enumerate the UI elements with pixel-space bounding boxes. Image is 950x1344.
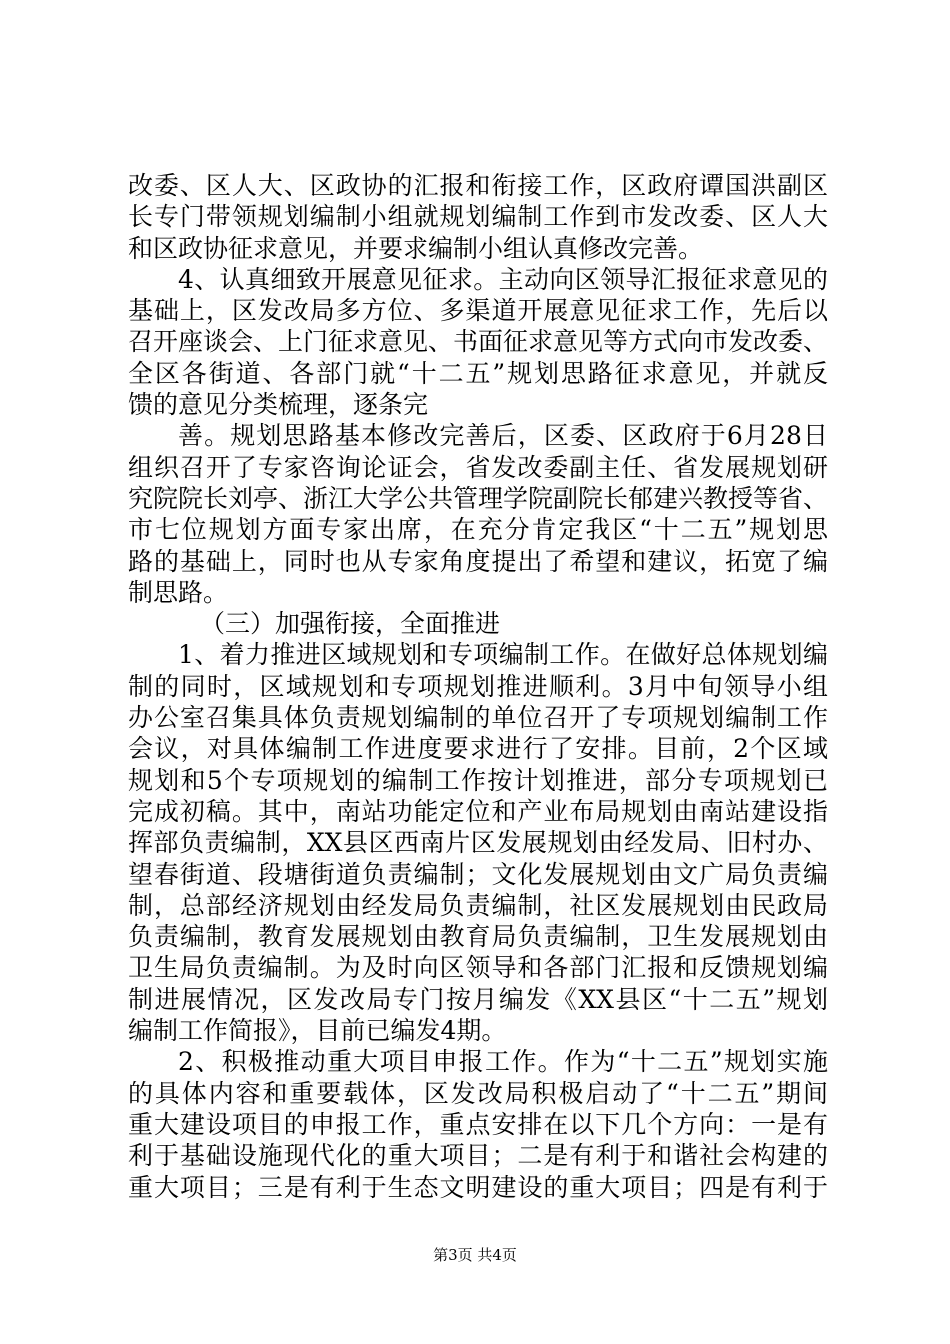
text-line: 组织召开了专家咨询论证会，省发改委副主任、省发展规划研 xyxy=(128,452,828,482)
text-line: 善。规划思路基本修改完善后，区委、区政府于6月28日 xyxy=(178,421,828,451)
text-line: （三）加强衔接，全面推进 xyxy=(200,609,501,639)
document-body xyxy=(128,170,828,1203)
text-line: 究院院长刘亭、浙江大学公共管理学院副院长郁建兴教授等省、 xyxy=(128,483,829,513)
text-line: 制的同时，区域规划和专项规划推进顺利。3月中旬领导小组 xyxy=(128,671,828,701)
text-line: 路的基础上，同时也从专家角度提出了希望和建议，拓宽了编 xyxy=(128,546,828,576)
text-line: 1、着力推进区域规划和专项编制工作。在做好总体规划编 xyxy=(178,640,828,670)
text-line: 利于基础设施现代化的重大项目；二是有利于和谐社会构建的 xyxy=(128,1141,828,1171)
text-line: 卫生局负责编制。为及时向区领导和各部门汇报和反馈规划编 xyxy=(128,953,828,983)
text-line: 馈的意见分类梳理，逐条完 xyxy=(128,390,429,420)
text-line: 改委、区人大、区政协的汇报和衔接工作，区政府谭国洪副区 xyxy=(128,171,828,200)
text-line: 规划和5个专项规划的编制工作按计划推进，部分专项规划已 xyxy=(128,765,828,795)
text-line: 重大项目；三是有利于生态文明建设的重大项目；四是有利于 xyxy=(128,1172,828,1202)
text-line: 4、认真细致开展意见征求。主动向区领导汇报征求意见的 xyxy=(178,264,828,294)
text-line: 召开座谈会、上门征求意见、书面征求意见等方式向市发改委、 xyxy=(128,327,829,357)
text-line: 2、积极推动重大项目申报工作。作为“十二五”规划实施 xyxy=(178,1047,828,1077)
text-line: 会议，对具体编制工作进度要求进行了安排。目前，2个区域 xyxy=(128,734,828,764)
text-line: 市七位规划方面专家出席，在充分肯定我区“十二五”规划思 xyxy=(128,515,828,545)
text-line: 制，总部经济规划由经发局负责编制，社区发展规划由民政局 xyxy=(128,890,828,920)
text-line: 长专门带领规划编制小组就规划编制工作到市发改委、区人大 xyxy=(128,202,828,232)
text-line: 办公室召集具体负责规划编制的单位召开了专项规划编制工作 xyxy=(128,703,828,733)
text-line: 编制工作简报》，目前已编发4期。 xyxy=(128,1016,507,1046)
page-footer xyxy=(0,1245,950,1265)
text-line: 全区各街道、各部门就“十二五”规划思路征求意见，并就反 xyxy=(128,358,828,388)
text-line: 制思路。 xyxy=(128,577,229,607)
text-line: 望春街道、段塘街道负责编制；文化发展规划由文广局负责编 xyxy=(128,859,828,889)
text-line: 重大建设项目的申报工作，重点安排在以下几个方向：一是有 xyxy=(128,1109,828,1139)
text-line: 负责编制，教育发展规划由教育局负责编制，卫生发展规划由 xyxy=(128,922,828,952)
text-line: 基础上，区发改局多方位、多渠道开展意见征求工作，先后以 xyxy=(128,296,828,326)
text-line: 的具体内容和重要载体，区发改局积极启动了“十二五”期间 xyxy=(128,1078,828,1108)
text-line: 挥部负责编制，XX县区西南片区发展规划由经发局、旧村办、 xyxy=(128,828,828,858)
text-line: 完成初稿。其中，南站功能定位和产业布局规划由南站建设指 xyxy=(128,796,828,826)
text-line: 制进展情况，区发改局专门按月编发《XX县区“十二五”规划 xyxy=(128,984,828,1014)
text-line: 和区政协征求意见，并要求编制小组认真修改完善。 xyxy=(128,233,704,263)
page-number-label: 第3页 共4页 xyxy=(433,1246,517,1264)
